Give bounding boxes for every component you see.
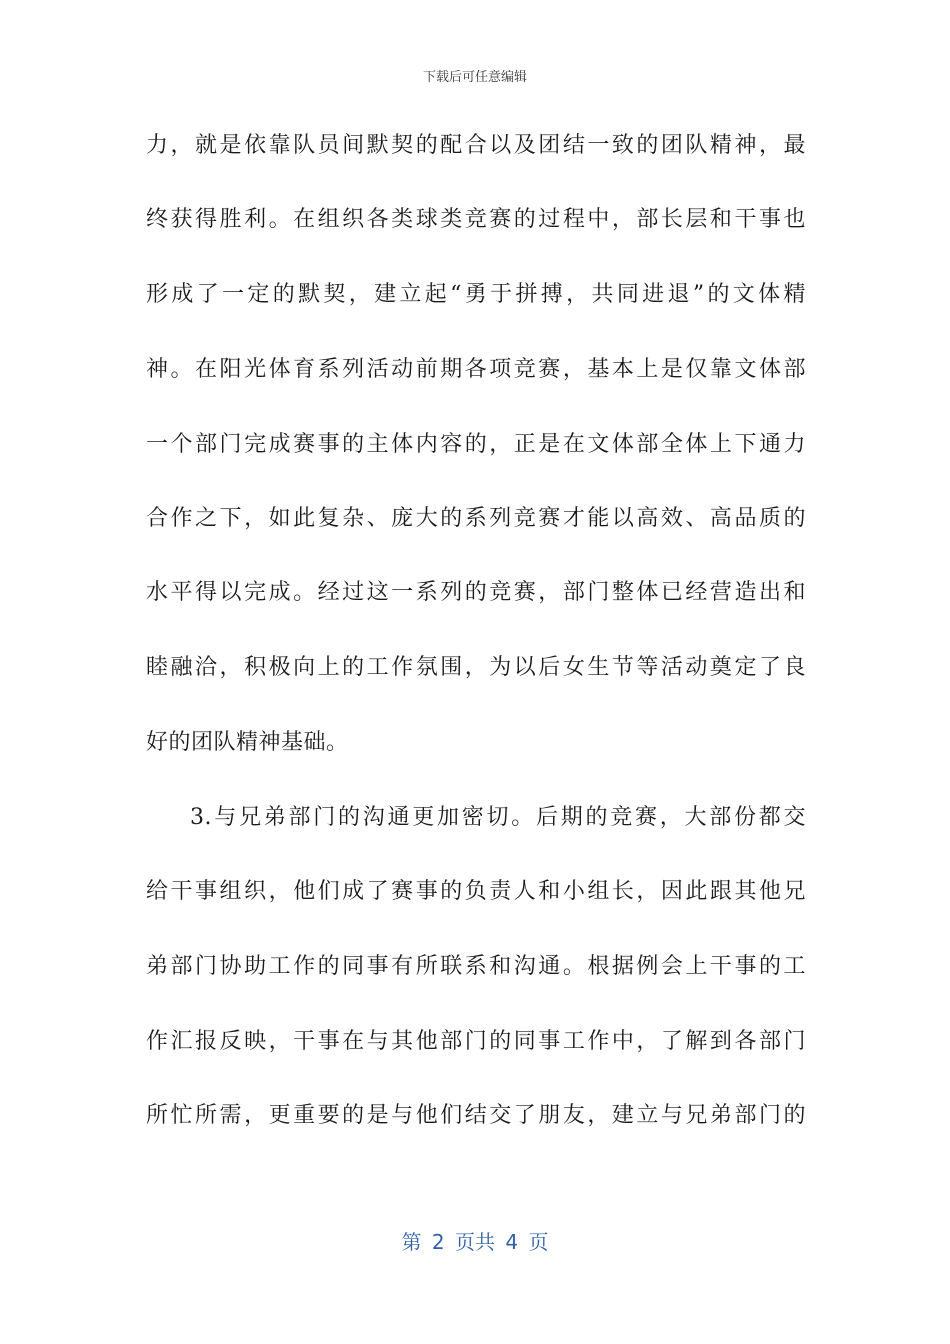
body-line: 终获得胜利。在组织各类球类竞赛的过程中，部长层和干事也	[146, 207, 806, 232]
header-note: 下载后可任意编辑	[422, 70, 527, 85]
body-line: 合作之下，如此复杂、庞大的系列竞赛才能以高效、高品质的	[146, 506, 806, 531]
body-line: 3.与兄弟部门的沟通更加密切。后期的竞赛，大部份都交	[190, 805, 806, 830]
body-line: 睦融洽，积极向上的工作氛围，为以后女生节等活动奠定了良	[146, 655, 806, 680]
body-line: 神。在阳光体育系列活动前期各项竞赛，基本上是仅靠文体部	[146, 357, 806, 382]
footer-prefix: 第	[401, 1230, 422, 1254]
body-line: 好的团队精神基础。	[146, 730, 349, 755]
footer-middle: 页共	[455, 1230, 495, 1254]
footer-suffix: 页	[528, 1230, 549, 1254]
body-line: 力，就是依靠队员间默契的配合以及团结一致的团队精神，最	[146, 133, 806, 158]
body-line: 形成了一定的默契，建立起“勇于拼搏，共同进退”的文体精	[146, 282, 806, 307]
page-footer	[0, 1226, 950, 1255]
body-line: 所忙所需，更重要的是与他们结交了朋友，建立与兄弟部门的	[146, 1103, 806, 1128]
body-line: 水平得以完成。经过这一系列的竞赛，部门整体已经营造出和	[146, 580, 806, 605]
body-line: 给干事组织，他们成了赛事的负责人和小组长，因此跟其他兄	[146, 879, 806, 904]
body-line: 弟部门协助工作的同事有所联系和沟通。根据例会上干事的工	[146, 954, 806, 979]
body-line: 作汇报反映，干事在与其他部门的同事工作中，了解到各部门	[146, 1029, 806, 1054]
total-page-count: 4	[505, 1230, 519, 1254]
body-line: 一个部门完成赛事的主体内容的，正是在文体部全体上下通力	[146, 432, 806, 457]
current-page-number: 2	[431, 1230, 445, 1254]
